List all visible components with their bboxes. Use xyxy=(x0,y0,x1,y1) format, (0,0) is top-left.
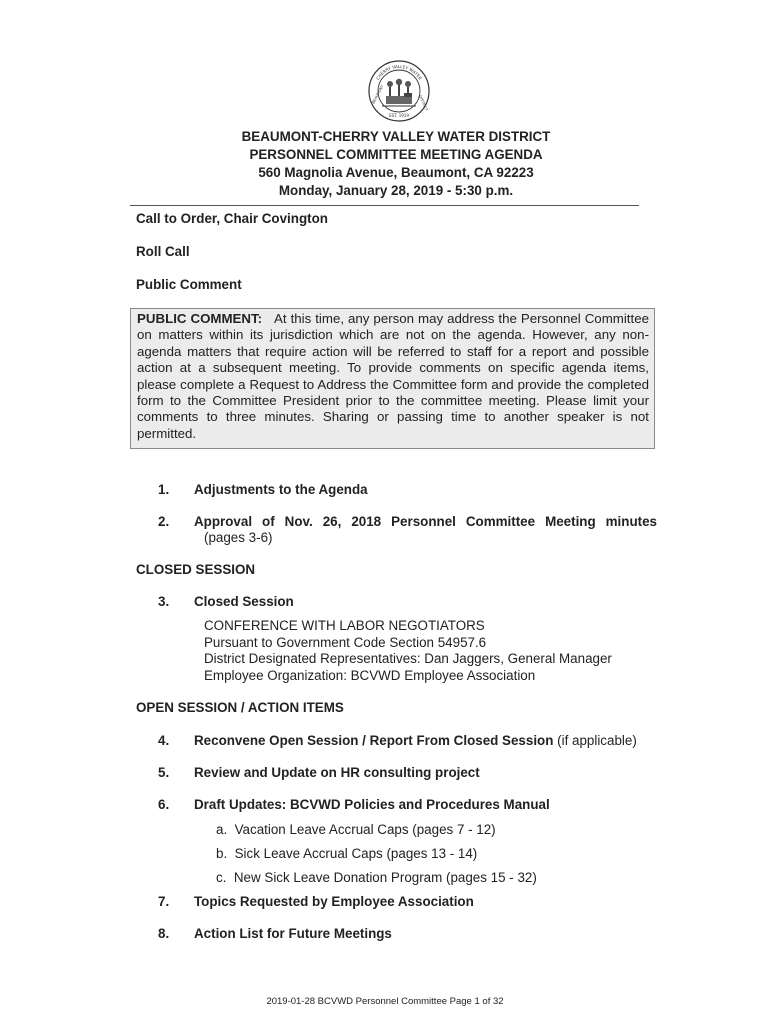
svg-text:BEAUMONT: BEAUMONT xyxy=(371,84,385,105)
svg-text:DISTRICT: DISTRICT xyxy=(418,94,429,112)
svg-text:EST. 1919: EST. 1919 xyxy=(389,113,409,118)
page-footer: 2019-01-28 BCVWD Personnel Committee Page 1 of 32 xyxy=(266,996,504,1007)
meeting-title: PERSONNEL COMMITTEE MEETING AGENDA xyxy=(249,147,543,162)
closed-detail-line: CONFERENCE WITH LABOR NEGOTIATORS xyxy=(204,618,485,633)
notice-text: At this time, any person may address the Personnel Committee on matters within its jurisdiction which are not on the agenda. However, any non-agenda matters that require action will be referred to staff for a report and possible action at a subsequent meeting. To provide comments on specific agenda items, please complete a Request to Address the Committee form and provide the completed form to the Committee President prior to the committee meeting. Please limit your comments to three minutes. Sharing or passing time to another speaker is not permitted. xyxy=(137,311,649,441)
closed-detail-line: Employee Organization: BCVWD Employee Association xyxy=(204,667,536,683)
item-number: 8. xyxy=(158,926,170,941)
notice-label: PUBLIC COMMENT: xyxy=(137,311,263,326)
public-comment-notice xyxy=(130,308,655,449)
closed-detail-line: District Designated Representatives: Dan Jaggers, General Manager xyxy=(204,651,612,666)
item-number: 5. xyxy=(158,765,170,780)
item-number: 4. xyxy=(158,733,170,748)
district-seal xyxy=(368,60,430,122)
sub-item: a. Vacation Leave Accrual Caps (pages 7 - 12) xyxy=(216,822,496,837)
agenda-item-title: Adjustments to the Agenda xyxy=(194,482,368,497)
roll-call-heading: Roll Call xyxy=(136,244,190,259)
closed-detail-line: Pursuant to Government Code Section 54957.6 xyxy=(204,634,487,650)
closed-session-heading: CLOSED SESSION xyxy=(136,562,256,577)
agenda-item-note: (if applicable) xyxy=(557,733,637,748)
svg-text:CHERRY VALLEY WATER: CHERRY VALLEY WATER xyxy=(375,63,423,81)
agenda-item-title: Approval of Nov. 26, 2018 Personnel Committee Meeting minutes xyxy=(194,514,657,529)
district-name: BEAUMONT-CHERRY VALLEY WATER DISTRICT xyxy=(241,129,551,144)
public-comment-heading: Public Comment xyxy=(136,277,242,292)
sub-item: b. Sick Leave Accrual Caps (pages 13 - 14) xyxy=(216,846,478,861)
document-header xyxy=(130,128,662,200)
item-number: 1. xyxy=(158,482,170,497)
agenda-item-title: Action List for Future Meetings xyxy=(194,926,392,941)
item-number: 3. xyxy=(158,594,170,609)
meeting-address: 560 Magnolia Avenue, Beaumont, CA 92223 xyxy=(258,165,534,180)
item-number: 2. xyxy=(158,514,170,529)
agenda-item-title: Review and Update on HR consulting project xyxy=(194,765,480,780)
call-to-order-heading: Call to Order, Chair Covington xyxy=(136,211,328,226)
agenda-item-note: (pages 3-6) xyxy=(204,530,273,545)
header-divider xyxy=(130,205,639,206)
agenda-item-title: Draft Updates: BCVWD Policies and Procedures Manual xyxy=(194,797,550,812)
sub-item: c. New Sick Leave Donation Program (pages 15 - 32) xyxy=(216,870,537,885)
agenda-item-title: Topics Requested by Employee Association xyxy=(194,894,474,909)
item-number: 7. xyxy=(158,894,170,909)
agenda-item-title: Closed Session xyxy=(194,594,294,609)
item-number: 6. xyxy=(158,797,170,812)
closed-session-details xyxy=(204,618,612,684)
meeting-date: Monday, January 28, 2019 - 5:30 p.m. xyxy=(278,183,514,198)
agenda-item-title: Reconvene Open Session / Report From Closed Session (if applicable) xyxy=(194,733,637,748)
open-session-heading: OPEN SESSION / ACTION ITEMS xyxy=(136,700,344,715)
